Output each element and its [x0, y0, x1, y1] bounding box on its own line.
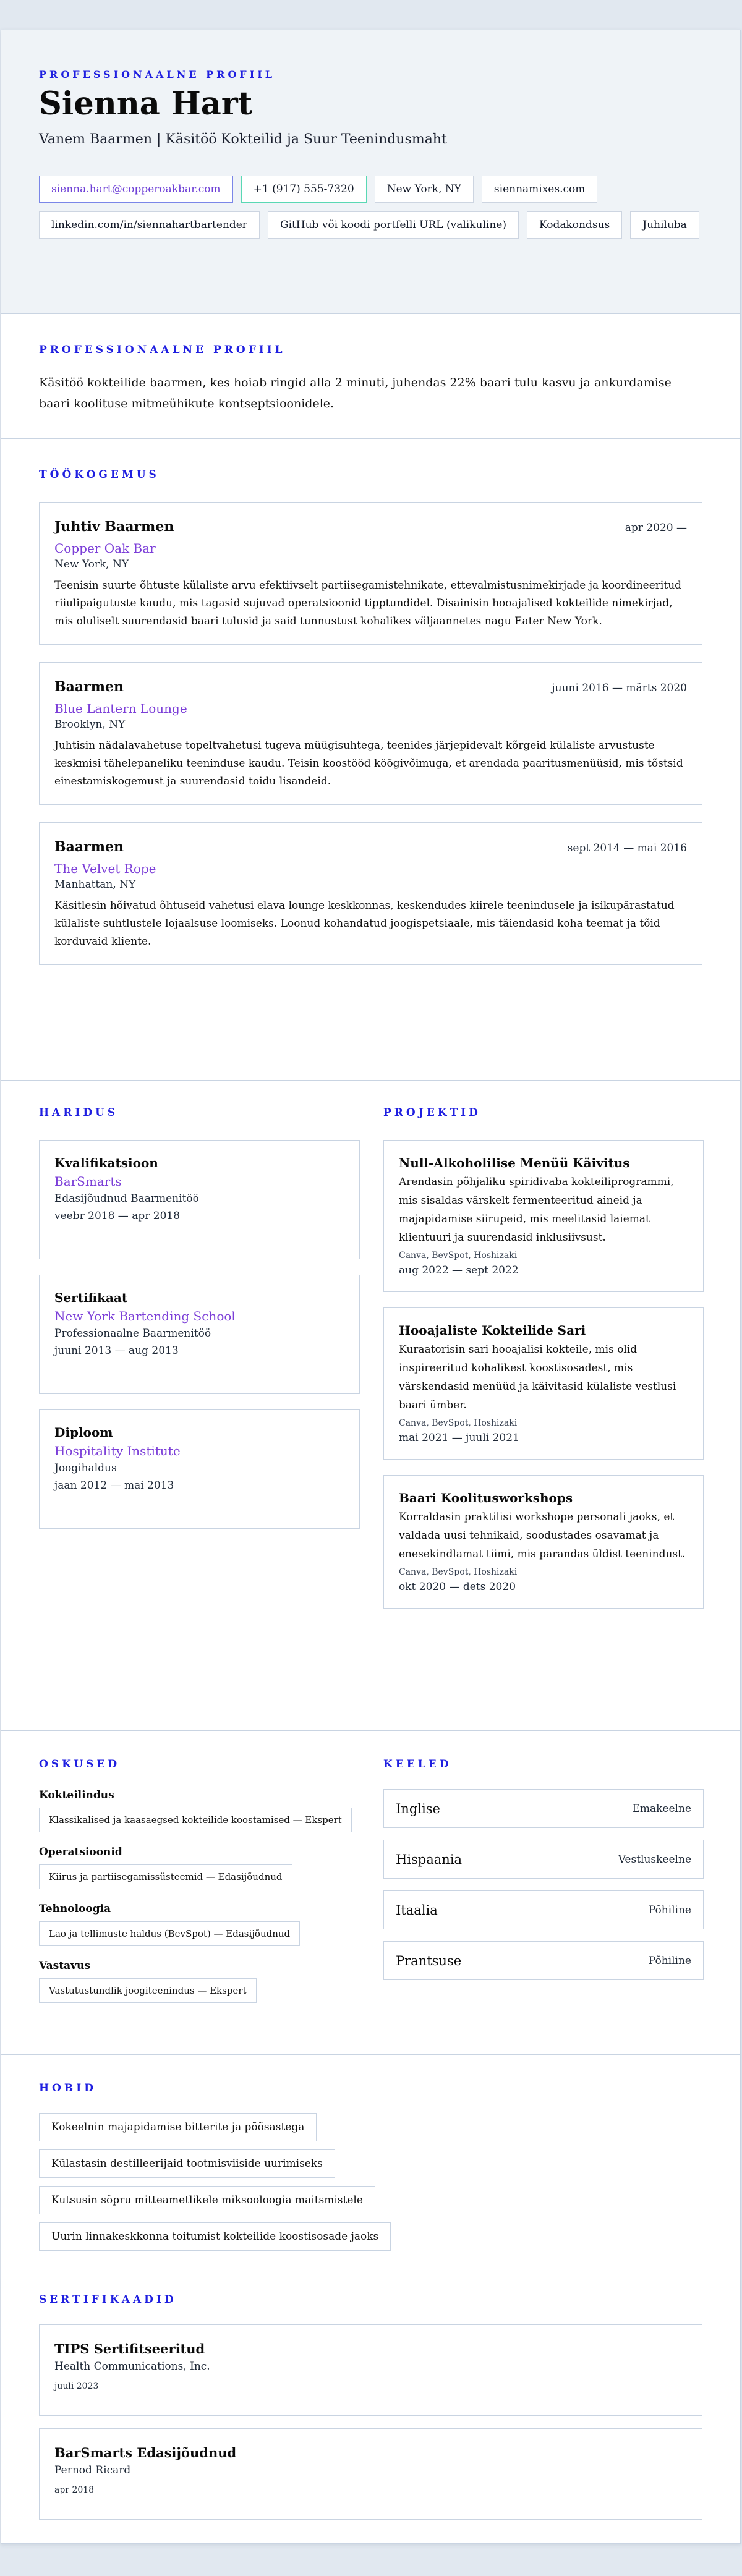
skill-chip: Klassikalised ja kaasaegsed kokteilide koostamised — Ekspert	[39, 1808, 352, 1832]
job-location: New York, NY	[54, 558, 129, 571]
job-card	[39, 822, 702, 965]
projects-heading: PROJEKTID	[383, 1107, 481, 1119]
hobbies-heading: HOBID	[39, 2082, 96, 2094]
language-level: Põhiline	[648, 1903, 691, 1916]
skill-chip: Vastutustundlik joogiteenindus — Ekspert	[39, 1978, 257, 2003]
certifications-section	[1, 2266, 740, 2543]
profile-summary: Käsitöö kokteilide baarmen, kes hoiab ringid alla 2 minuti, juhendas 22% baari tulu kasvu ja ankurdamise baari koolituse mitmeühikute kontseptsioonidele.	[39, 376, 672, 410]
certification-name: TIPS Sertifitseeritud	[54, 2341, 205, 2357]
project-dates: okt 2020 — dets 2020	[399, 1581, 516, 1593]
language-name: Inglise	[396, 1801, 440, 1816]
language-name: Prantsuse	[396, 1953, 462, 1968]
language-list	[383, 1789, 704, 1980]
hobby-chip: Kutsusin sõpru mitteametlikele miksooloogia maitsmistele	[39, 2186, 375, 2214]
education-card	[39, 1409, 360, 1529]
skill-chip: Lao ja tellimuste haldus (BevSpot) — Edasijõudnud	[39, 1921, 300, 1946]
language-name: Itaalia	[396, 1902, 438, 1918]
language-name: Hispaania	[396, 1851, 463, 1867]
job-dates: juuni 2016 — märts 2020	[552, 682, 687, 694]
profile-section	[1, 313, 740, 438]
education-dates: jaan 2012 — mai 2013	[54, 1479, 174, 1492]
project-dates: mai 2021 — juuli 2021	[399, 1432, 519, 1444]
project-title: Hooajaliste Kokteilide Sari	[399, 1323, 586, 1338]
certification-date: apr 2018	[54, 2485, 95, 2495]
education-heading: HARIDUS	[39, 1107, 119, 1119]
project-tech: Canva, BevSpot, Hoshizaki	[399, 1251, 518, 1260]
certifications-heading: SERTIFIKAADID	[39, 2293, 177, 2306]
language-level: Vestluskeelne	[618, 1853, 691, 1866]
contact-drivers-license: Juhiluba	[630, 211, 699, 239]
skills-heading: OSKUSED	[39, 1758, 121, 1770]
project-card	[383, 1475, 704, 1609]
contact-github-placeholder: GitHub või koodi portfelli URL (valikuline)	[268, 211, 519, 239]
job-company: Copper Oak Bar	[54, 541, 156, 556]
job-description: Teenisin suurte õhtuste külaliste arvu efektiivselt partiisegamistehnikate, ettevalmistusnimekirjade ja koordineeritud riiulipaigutuste kaudu, mis tagasid sujuvad operatsioonid tipptundidel. Disainisin hooajalised kokteilide nimekirjad, mis oluliselt suurendasid baari tulusid ja said tunnustust kohalikes väljaannetes nagu Eater New York.	[54, 579, 682, 627]
job-card	[39, 662, 702, 805]
education-projects-section	[1, 1080, 740, 1730]
skill-category: Vastavus	[39, 1960, 90, 1972]
skill-category: Operatsioonid	[39, 1846, 122, 1858]
language-level: Emakeelne	[632, 1802, 691, 1815]
education-degree: Sertifikaat	[54, 1290, 128, 1305]
language-row	[383, 1789, 704, 1828]
job-dates: sept 2014 — mai 2016	[567, 842, 687, 854]
skills-languages-section	[1, 1730, 740, 2054]
project-dates: aug 2022 — sept 2022	[399, 1264, 519, 1277]
header-eyebrow: PROFESSIONAALNE PROFIIL	[39, 69, 275, 80]
languages-heading: KEELED	[383, 1758, 452, 1770]
profile-heading: PROFESSIONAALNE PROFIIL	[39, 344, 286, 356]
education-dates: veebr 2018 — apr 2018	[54, 1210, 181, 1222]
project-card	[383, 1140, 704, 1292]
project-title: Baari Koolitusworkshops	[399, 1490, 573, 1505]
skill-groups	[39, 1789, 360, 2003]
hobby-chip: Kokeelnin majapidamise bitterite ja põõsastega	[39, 2113, 317, 2141]
certification-card	[39, 2428, 702, 2520]
skill-group	[39, 1789, 360, 1832]
education-degree: Diploom	[54, 1425, 113, 1440]
job-title: Baarmen	[54, 839, 124, 855]
experience-heading: TÖÖKOGEMUS	[39, 469, 160, 481]
certification-issuer: Pernod Ricard	[54, 2464, 131, 2476]
language-row	[383, 1890, 704, 1929]
education-field: Joogihaldus	[54, 1462, 117, 1474]
job-company: Blue Lantern Lounge	[54, 701, 187, 716]
skill-category: Kokteilindus	[39, 1789, 114, 1801]
job-description: Juhtisin nädalavahetuse topeltvahetusi tugeva müügisuhtega, teenides järjepidevalt kõrgeid külaliste arvustuste keskmisi tähelepaneliku teeninduse kaudu. Teisin koostööd köögivõimuga, et arendada paaritusmenüüsid, mis tõstsid einestamiskogemust ja suurendasid toidu lisandeid.	[54, 739, 683, 788]
skill-chip: Kiirus ja partiisegamissüsteemid — Edasijõudnud	[39, 1864, 292, 1889]
contact-location: New York, NY	[375, 176, 474, 203]
project-tech: Canva, BevSpot, Hoshizaki	[399, 1567, 518, 1577]
contact-list	[39, 176, 707, 239]
job-company: The Velvet Rope	[54, 861, 156, 876]
language-level: Põhiline	[648, 1954, 691, 1967]
projects-column	[383, 1107, 704, 1701]
contact-email-link[interactable]: sienna.hart@copperoakbar.com	[39, 176, 233, 203]
skill-group	[39, 1846, 360, 1889]
certification-date: juuli 2023	[54, 2381, 99, 2391]
job-location: Brooklyn, NY	[54, 718, 126, 731]
hobby-list	[39, 2113, 702, 2251]
job-list	[39, 502, 702, 965]
job-title: Juhtiv Baarmen	[54, 519, 174, 535]
education-dates: juuni 2013 — aug 2013	[54, 1345, 179, 1357]
job-description: Käsitlesin hõivatud õhtuseid vahetusi elava lounge keskkonnas, keskendudes kiirele teenindusele ja isikupärastatud külaliste suhtlustele lojaalsuse loomiseks. Loonud kohandatud joogispetsiaale, mis täiendasid koha teemat ja tõid korduvaid kliente.	[54, 899, 675, 948]
project-title: Null-Alkoholilise Menüü Käivitus	[399, 1155, 630, 1170]
job-title: Baarmen	[54, 679, 124, 695]
hobby-chip: Külastasin destilleerijaid tootmisviiside uurimiseks	[39, 2149, 335, 2178]
certification-list	[39, 2324, 702, 2520]
project-description: Arendasin põhjaliku spiridivaba kokteiliprogrammi, mis sisaldas värskelt fermenteeritud aineid ja majapidamise siirupeid, mis meelitasid laiemat klientuuri ja suurendasid inklusiivsust.	[399, 1176, 674, 1244]
contact-citizenship: Kodakondsus	[527, 211, 622, 239]
certification-card	[39, 2324, 702, 2416]
certification-issuer: Health Communications, Inc.	[54, 2360, 210, 2373]
project-description: Korraldasin praktilisi workshope personali jaoks, et valdada uusi tehnikaid, soodustades osavamat ja enesekindlamat tiimi, mis parandas üldist teenindust.	[399, 1511, 686, 1560]
education-list	[39, 1140, 360, 1529]
education-school: Hospitality Institute	[54, 1443, 181, 1458]
skill-category: Tehnoloogia	[39, 1903, 111, 1915]
experience-section	[1, 438, 740, 1080]
education-column	[39, 1107, 360, 1701]
job-card	[39, 502, 702, 645]
skill-group	[39, 1960, 360, 2003]
language-row	[383, 1840, 704, 1879]
education-card	[39, 1275, 360, 1394]
job-dates: apr 2020 —	[625, 522, 687, 534]
candidate-name: Sienna Hart	[39, 85, 253, 122]
contact-linkedin-link[interactable]: linkedin.com/in/siennahartbartender	[39, 211, 260, 239]
hobby-chip: Uurin linnakeskkonna toitumist kokteilide koostisosade jaoks	[39, 2222, 391, 2251]
education-degree: Kvalifikatsioon	[54, 1155, 158, 1170]
languages-column	[383, 1758, 704, 2025]
hobbies-section	[1, 2054, 740, 2266]
language-row	[383, 1941, 704, 1980]
certification-name: BarSmarts Edasijõudnud	[54, 2445, 237, 2460]
education-school: BarSmarts	[54, 1174, 122, 1189]
project-card	[383, 1307, 704, 1460]
header-section	[1, 30, 740, 313]
skill-group	[39, 1903, 360, 1946]
skills-column	[39, 1758, 360, 2025]
project-tech: Canva, BevSpot, Hoshizaki	[399, 1418, 518, 1428]
contact-phone-link[interactable]: +1 (917) 555-7320	[241, 176, 367, 203]
project-list	[383, 1140, 704, 1609]
project-description: Kuraatorisin sari hooajalisi kokteile, mis olid inspireeritud kohalikest koostisosadest, mis värskendasid menüüd ja käivitasid külaliste vestlusi baari ümber.	[399, 1343, 676, 1411]
education-card	[39, 1140, 360, 1259]
candidate-tagline: Vanem Baarmen | Käsitöö Kokteilid ja Suur Teenindusmaht	[39, 132, 447, 148]
contact-website-link[interactable]: siennamixes.com	[482, 176, 597, 203]
job-location: Manhattan, NY	[54, 878, 136, 891]
education-school: New York Bartending School	[54, 1309, 236, 1324]
resume-page	[1, 30, 741, 2544]
education-field: Professionaalne Baarmenitöö	[54, 1327, 211, 1340]
education-field: Edasijõudnud Baarmenitöö	[54, 1192, 199, 1205]
